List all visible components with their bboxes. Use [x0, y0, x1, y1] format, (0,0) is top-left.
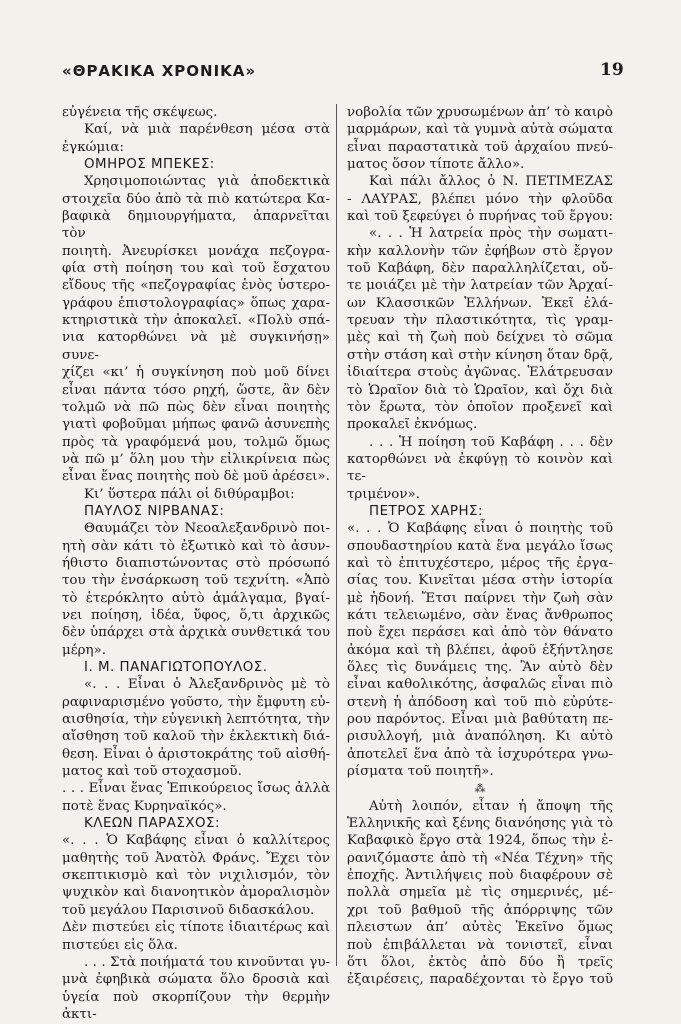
text-line: εἴδους τῆς «πεζογραφίας ἑνὸς ὑστερο-: [62, 278, 330, 294]
text-line: Καὶ πάλι ἄλλος ὁ Ν. ΠΕΤΙΜΕΖΑΣ: [369, 174, 613, 190]
text-line: ήθιστο διαπιστώνοντας στὸ πρόσωπό: [62, 555, 330, 571]
text-line: ποὺ ἔχει περάσει καὶ ἀπὸ τὸν θάνατο: [347, 625, 613, 641]
text-line: «. . . Ὁ Καβάφης εἶναι ὁ ποιητὴς τοῦ: [347, 521, 613, 537]
critic-name: ΚΛΕΩΝ ΠΑΡΑΣΧΟΣ:: [84, 816, 221, 832]
text-line: ὑγεία ποὺ σκορπίζουν τὴν θερμὴν ἀκτι-: [62, 989, 330, 1022]
text-line: τρευαν τὴν πλαστικότητα, τὶς γραμ-: [347, 313, 613, 329]
text-line: νει ποίηση, ἰδέα, ὕφος, ὅ,τι ἀρχικῶς: [62, 607, 330, 623]
text-line: ποιητὴ. Ἀνευρίσκει μονάχα πεζογρα-: [62, 243, 330, 259]
text-line: Θαυμάζει τὸν Νεοαλεξανδρινὸ ποι-: [84, 521, 330, 537]
text-line: . . . Στὰ ποιήματά του κινοῦνται γυ-: [84, 954, 330, 970]
text-line: κατορθώνει νὰ ἐκφύγῃ τὸ κοινὸν καὶ τε-: [347, 451, 613, 485]
text-line: ποὺ ἐπιβάλλεται νὰ τονιστεῖ, εἶναι: [347, 937, 613, 953]
text-line: ὅλες τὶς δυνάμεις της. Ἂν αὐτὸ δὲν: [347, 660, 613, 675]
text-line: εὐγένεια τῆς σκέψεως.: [62, 105, 218, 120]
text-line: Καβαφικὸ ἔργο στὰ 1924, ὅπως τὴν ἐ-: [347, 833, 613, 849]
text-line: αἴσθηση τοῦ καλοῦ τὴν ἐκλεκτικὴ διά-: [62, 729, 330, 745]
text-line: μέρη».: [62, 642, 106, 658]
text-line: θεση. Εἶναι ὁ ἀριστοκράτης τοῦ αἰσθή-: [62, 746, 330, 762]
critic-name: Ι. Μ. ΠΑΝΑΓΙΩΤΟΠΟΥΛΟΣ.: [84, 660, 268, 675]
text-line: ων Κλασσικῶν Ἑλλήνων. Ἐκεῖ ἐλά-: [347, 295, 613, 311]
text-line: τριμένον».: [347, 486, 420, 502]
critic-name: ΠΕΤΡΟΣ ΧΑΡΗΣ:: [369, 503, 483, 519]
text-line: φία στὴ ποίηση του καὶ τοῦ ἔσχατου: [62, 261, 330, 277]
text-line: στενὴ ἡ ἀπόδοση καὶ τοῦ πιὸ εὐρύτε-: [347, 694, 613, 710]
text-line: - ΛΑΥΡΑΣ, βλέπει μόνο τὴν φλοῦδα: [347, 191, 613, 207]
text-line: ρανιζόμαστε ἀπὸ τὴ «Νέα Τέχνη» τῆς: [347, 850, 613, 866]
text-line: νὰ πῶ μ’ ὅλη μου τὴν εἰλικρίνεια πὼς: [62, 451, 330, 467]
text-line: «. . . Εἶναι ὁ Ἀλεξανδρινὸς μὲ τὸ: [84, 677, 330, 693]
text-line: ματος ὅσον τίποτε ἄλλο».: [347, 157, 525, 173]
text-line: εἶναι πάντα τόσο ρηχή, ὥστε, ἂν δὲν: [62, 382, 330, 398]
text-line: ψυχικὸν καὶ διανοητικὸν ἀμοραλισμὸν: [62, 885, 330, 901]
running-title: «ΘΡΑΚΙΚΑ ΧΡΟΝΙΚΑ»: [62, 62, 257, 80]
text-line: σπουδαστηρίου κατὰ ἕνα μεγάλο ἴσως: [347, 538, 613, 554]
text-line: γιατὶ φοβοῦμαι μήπως φανῶ ἀσυνεπὴς: [62, 417, 330, 433]
critic-name: ΟΜΗΡΟΣ ΜΠΕΚΕΣ:: [84, 157, 215, 173]
text-line: πολλὰ σημεῖα μὲ τὶς σημερινές, μέ-: [347, 885, 613, 901]
text-line: ποτὲ ἕνας Κυρηναϊκός».: [62, 798, 227, 814]
text-line: ἐξαιρέσεις, παραδέχονται τὸ ἔργο τοῦ: [347, 972, 613, 988]
text-line: Κι’ ὕστερα πάλι οἱ διθύραμβοι:: [84, 486, 295, 502]
text-line: ρίσματα τοῦ ποιητῆ».: [347, 764, 494, 780]
text-line: τὸν ἔρωτα, τὸν ὁποῖον προξενεῖ καὶ: [347, 399, 613, 415]
text-line: κὴν καλλονὴν τῶν ἐφήβων στὸ ἔργον: [347, 243, 613, 259]
text-line: «. . . Ὁ Καβάφης εἶναι ὁ καλλίτερος: [62, 833, 330, 849]
column-divider: [336, 104, 337, 966]
text-line: Ἑλληνικῆς καὶ ξένης διανόησης γιὰ τὸ: [347, 816, 613, 832]
text-line: εἶναι παραστατικὰ τοῦ ἀρχαίου πνεύ-: [347, 139, 613, 155]
text-line: . . . Ἡ ποίηση τοῦ Καβάφη . . . δὲν: [369, 434, 613, 450]
page-number: 19: [600, 60, 624, 80]
text-line: κτηριστικὰ τὴν ἀποκαλεῖ. «Πολὺ σπά-: [62, 313, 330, 329]
text-line: ητὴ σὰν κάτι τὸ ἐξωτικὸ καὶ τὸ ἀσυν-: [62, 538, 330, 554]
text-line: μὲς καὶ τὴ ζωὴ ποὺ δείχνει τὸ σῶμα: [347, 330, 613, 346]
left-column: [62, 104, 330, 1023]
text-line: κάτι τελειωμένο, σὰν ἕνας ἄνθρωπος: [347, 607, 613, 623]
text-line: δὲν ὑπάρχει στὰ ἀρχικὰ συνθετικά του: [62, 625, 330, 641]
text-line: σίας του. Κινεῖται μέσα στὴν ἱστορία: [347, 573, 613, 589]
text-line: στὴν στάση καὶ στὴν κίνηση ὅταν δρᾷ,: [347, 347, 613, 363]
text-line: μὲ ἡδονή. Ἔτσι παίρνει τὴν ζωὴ σὰν: [347, 590, 613, 606]
text-line: πιστεύει εἰς ὅλα.: [62, 937, 178, 953]
text-line: τὸ Ὡραῖον διὰ τὸ Ὡραῖον, καὶ ὄχι διὰ: [347, 382, 613, 398]
text-line: χίζει «κι’ ἡ συγκίνηση ποὺ μοῦ δίνει: [62, 365, 330, 381]
section-break-ornament: ⁂: [474, 782, 486, 796]
text-line: ὅτι ὅλοι, ἐκτὸς ἀπὸ δύο ἢ τρεῖς: [347, 954, 613, 970]
text-line: νοβολία τῶν χρυσωμένων ἀπ’ τὸ καιρὸ: [347, 105, 613, 120]
text-line: «. . . Ἡ λατρεία πρὸς τὴν σωματι-: [369, 226, 613, 242]
text-line: ἐποχῆς. Ἀντιλήψεις ποὺ διαφέρουν σὲ: [347, 868, 613, 884]
text-line: χρι τοῦ βαθμοῦ τῆς ἀπόρριψης τῶν: [347, 902, 613, 918]
text-line: Δὲν πιστεύει εἰς τίποτε ἰδιαιτέρως καὶ: [62, 920, 330, 936]
text-line: τοῦ Καβάφη, δὲν παραλληλίζεται, οὔ-: [347, 261, 613, 277]
right-column: [347, 104, 613, 989]
text-line: ἰδιαίτερα στοὺς ἀγῶνας. Ἐλάτρευσαν: [347, 365, 613, 381]
text-line: προκαλεῖ ἐκνόμως.: [347, 417, 478, 433]
text-line: εἶναι ἕνας ποιητὴς ποὺ δὲ μοῦ ἀρέσει».: [62, 469, 330, 485]
text-line: γράφου ἐπιστολογραφίας» ὅπως χαρα-: [62, 295, 330, 311]
text-line: ρου παρόντος. Εἶναι μιὰ βαθύτατη πε-: [347, 712, 613, 728]
text-line: βαφικὰ δημιουργήματα, ἀπαρνεῖται τὸν: [62, 209, 330, 242]
text-line: αισθησία, τὴν εὐγενικὴ λεπτότητα, τὴν: [62, 712, 330, 728]
text-line: καὶ τὸ ἐπιτυχέστερο, μέρος τῆς ἐργα-: [347, 555, 613, 571]
text-line: ἐγκώμια:: [62, 139, 124, 155]
critic-name: ΠΑΥΛΟΣ ΝΙΡΒΑΝΑΣ:: [84, 503, 225, 519]
text-line: πλειστων ἀπ’ αὐτὲς Ἐκεῖνο ὅμως: [347, 920, 613, 936]
text-line: μαρμάρων, καὶ τὰ γυμνὰ αὐτὰ σώματα: [347, 122, 613, 138]
text-line: μαθητὴς τοῦ Ἀνατὸλ Φράνς. Ἔχει τὸν: [62, 850, 330, 866]
text-line: σκεπτικισμὸ καὶ τὸν νιχιλισμόν, τὸν: [62, 868, 330, 884]
text-line: ἀποτελεῖ ἕνα ἀπὸ τὰ ἰσχυρότερα γνω-: [347, 746, 613, 762]
text-line: τε μοιάζει μὲ τὴν λατρείαν τῶν Ἀρχαί-: [347, 278, 613, 294]
text-line: Αὐτὴ λοιπόν, εἶταν ἡ ἄποψη τῆς: [369, 798, 613, 814]
text-line: του τὴν ἐνσάρκωση τοῦ τεχνίτη. «Ἀπὸ: [62, 573, 330, 589]
text-line: ραφιναρισμένο γοῦστο, τὴν ἔμφυτη εὐ-: [62, 694, 330, 710]
text-line: ρισυλλογή, μιὰ ἀναπόληση. Κι αὐτὸ: [347, 729, 613, 745]
text-line: στοιχεῖα δύο ἀπὸ τὰ πιὸ κατώτερα Κα-: [62, 191, 330, 207]
text-line: εἶναι καθολικότης, ἀσφαλῶς εἶναι πιὸ: [347, 677, 613, 693]
text-line: τολμῶ νὰ πῶ πὼς δὲν εἶναι ποιητὴς: [62, 399, 330, 415]
text-line: μνὰ ἐφηβικὰ σώματα ὅλο δροσιὰ καὶ: [62, 972, 330, 988]
text-line: ἀκόμα καὶ τὴ βλέπει, ἀφοῦ ἐξήντλησε: [347, 642, 613, 658]
text-line: πρὸς τὰ γραφόμενά μου, τολμῶ ὅμως: [62, 434, 330, 450]
text-line: Χρησιμοποιώντας γιὰ ἀποδεκτικὰ: [84, 174, 330, 190]
text-line: καὶ τοῦ ξεφεύγει ὁ πυρήνας τοῦ ἔργου:: [347, 209, 613, 225]
text-line: Καί, νὰ μιὰ παρένθεση μέσα στὰ: [84, 122, 330, 138]
text-line: ματος καὶ τοῦ στοχασμοῦ.: [62, 764, 242, 780]
text-line: . . . Εἶναι ἕνας Ἐπικούρειος ἴσως ἀλλὰ: [62, 781, 330, 797]
text-line: νια κατορθώνει νὰ μὲ συγκινήσῃ» συνε-: [62, 330, 330, 363]
text-line: τοῦ μεγάλου Παρισινοῦ διδασκάλου.: [62, 902, 315, 918]
text-line: τὸ ἑτερόκλητο αὐτὸ ἀμάλγαμα, βγαί-: [62, 590, 330, 606]
